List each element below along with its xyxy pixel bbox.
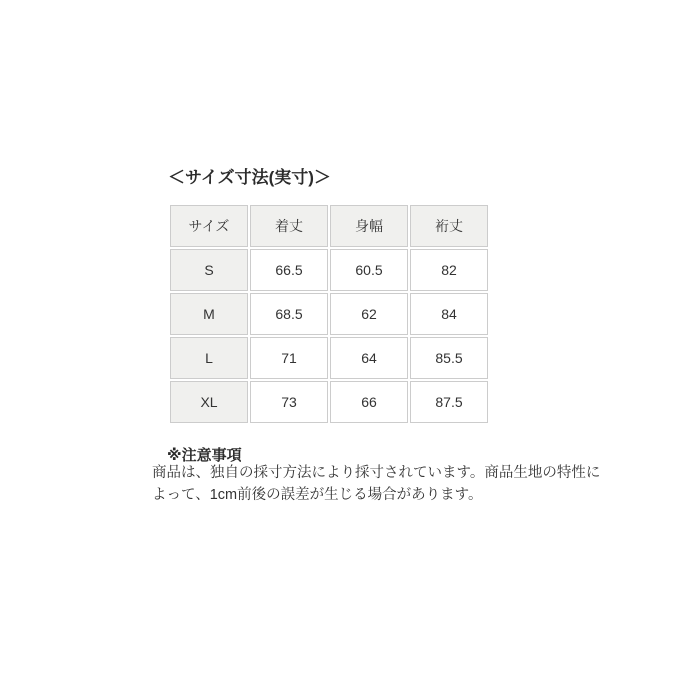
table-row-l	[170, 337, 488, 379]
table-row-xl	[170, 381, 488, 423]
cell-m-width: 62	[330, 293, 408, 335]
cell-m-sleeve: 84	[410, 293, 488, 335]
notes-heading: ※注意事項	[167, 447, 242, 464]
notes-body	[152, 462, 624, 506]
table-row-m	[170, 293, 488, 335]
cell-s-sleeve: 82	[410, 249, 488, 291]
cell-l-length: 71	[250, 337, 328, 379]
size-table-header	[170, 205, 488, 247]
size-table	[168, 203, 490, 425]
header-cell-length: 着丈	[250, 205, 328, 247]
cell-l-sleeve: 85.5	[410, 337, 488, 379]
cell-xl-length: 73	[250, 381, 328, 423]
header-row	[170, 205, 488, 247]
cell-m-length: 68.5	[250, 293, 328, 335]
cell-l-width: 64	[330, 337, 408, 379]
row-label-xl: XL	[170, 381, 248, 423]
notes-line-1: 商品は、独自の採寸方法により採寸されています。商品生地の特性に	[152, 465, 601, 481]
cell-s-length: 66.5	[250, 249, 328, 291]
row-label-s: S	[170, 249, 248, 291]
cell-xl-width: 66	[330, 381, 408, 423]
notes-line-2: よって、1cm前後の誤差が生じる場合があります。	[152, 487, 483, 503]
cell-xl-sleeve: 87.5	[410, 381, 488, 423]
size-table-body	[170, 249, 488, 423]
size-chart-title: ＜サイズ寸法(実寸)＞	[168, 168, 331, 187]
cell-s-width: 60.5	[330, 249, 408, 291]
header-cell-width: 身幅	[330, 205, 408, 247]
table-row-s	[170, 249, 488, 291]
header-cell-size: サイズ	[170, 205, 248, 247]
header-cell-sleeve: 裄丈	[410, 205, 488, 247]
row-label-m: M	[170, 293, 248, 335]
row-label-l: L	[170, 337, 248, 379]
